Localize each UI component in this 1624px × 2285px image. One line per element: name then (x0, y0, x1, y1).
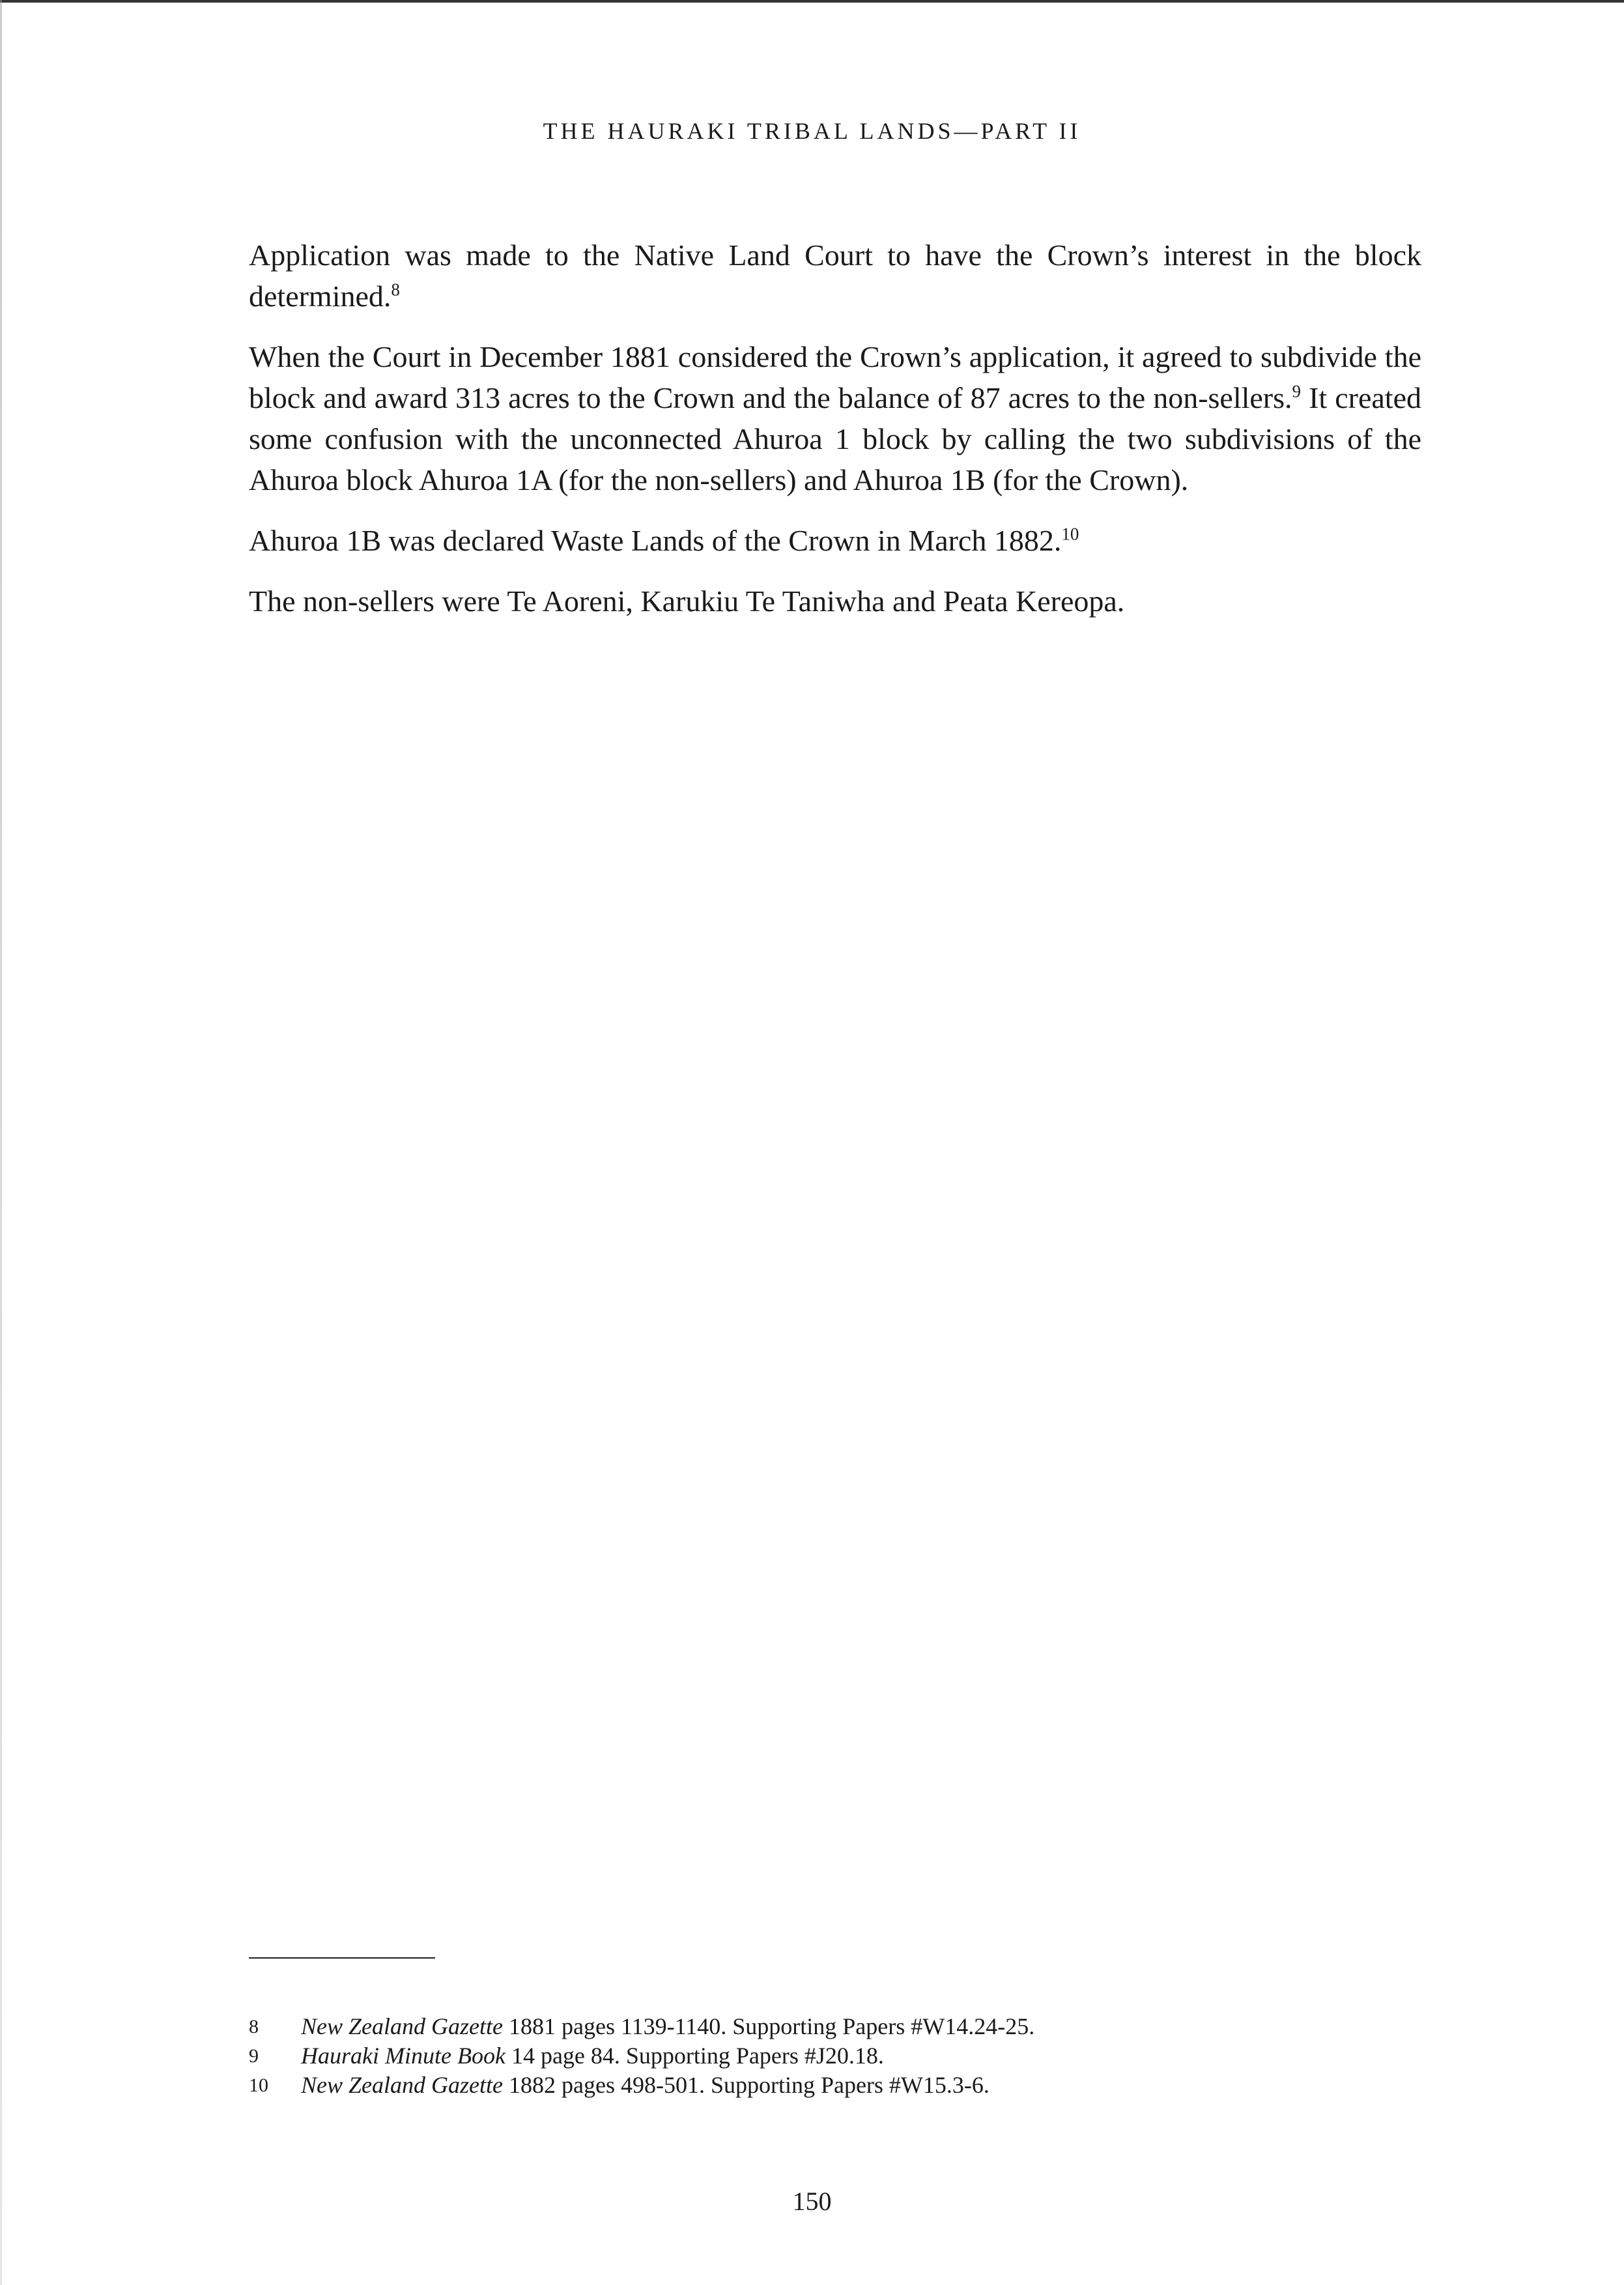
footnote-10 (249, 2071, 1421, 2100)
footnotes (249, 2012, 1421, 2100)
footnote-source-title: Hauraki Minute Book (301, 2043, 506, 2069)
footnote-9 (249, 2041, 1421, 2071)
paragraph-4 (249, 581, 1421, 622)
page-number: 150 (792, 2187, 832, 2216)
paragraph-text: When the Court in December 1881 considered the Crown’s application, it agreed to subdivide the block and award 313 acres to the Crown and the balance of 87 acres to the non-sellers. (249, 340, 1421, 414)
footnote-separator (249, 1957, 435, 1959)
footnote-reference: 8 (391, 280, 400, 300)
paragraph-text: Application was made to the Native Land Court to have the Crown’s interest in the block determined. (249, 238, 1421, 313)
paragraph-text-continued: It created some confusion with the unconnected Ahuroa 1 block by calling the two subdivisions of the Ahuroa block Ahuroa 1A (for the non-sellers) and Ahuroa 1B (for the Crown). (249, 381, 1421, 496)
paragraph-2 (249, 336, 1421, 500)
footnote-reference: 9 (1292, 381, 1302, 401)
paragraph-text: Ahuroa 1B was declared Waste Lands of the Crown in March 1882. (249, 524, 1062, 557)
body-text (249, 235, 1421, 641)
footnote-number: 9 (249, 2045, 259, 2067)
paragraph-1 (249, 235, 1421, 317)
running-head: THE HAURAKI TRIBAL LANDS—PART II (543, 118, 1081, 144)
footnote-reference: 10 (1061, 524, 1079, 544)
paragraph-text: The non-sellers were Te Aoreni, Karukiu Te Taniwha and Peata Kereopa. (249, 584, 1125, 618)
footnote-number: 10 (249, 2075, 268, 2096)
paragraph-3 (249, 520, 1421, 561)
left-scan-edge (0, 0, 2, 2285)
footnote-text: 1881 pages 1139-1140. Supporting Papers #W14.24-25. (502, 2013, 1035, 2039)
footnote-number: 8 (249, 2016, 259, 2037)
top-border (0, 0, 1624, 3)
footnote-8 (249, 2012, 1421, 2041)
footnote-source-title: New Zealand Gazette (301, 2013, 503, 2039)
footnote-source-title: New Zealand Gazette (301, 2072, 503, 2098)
footnote-text: 14 page 84. Supporting Papers #J20.18. (505, 2043, 884, 2069)
footnote-text: 1882 pages 498-501. Supporting Papers #W15.3-6. (502, 2072, 990, 2098)
